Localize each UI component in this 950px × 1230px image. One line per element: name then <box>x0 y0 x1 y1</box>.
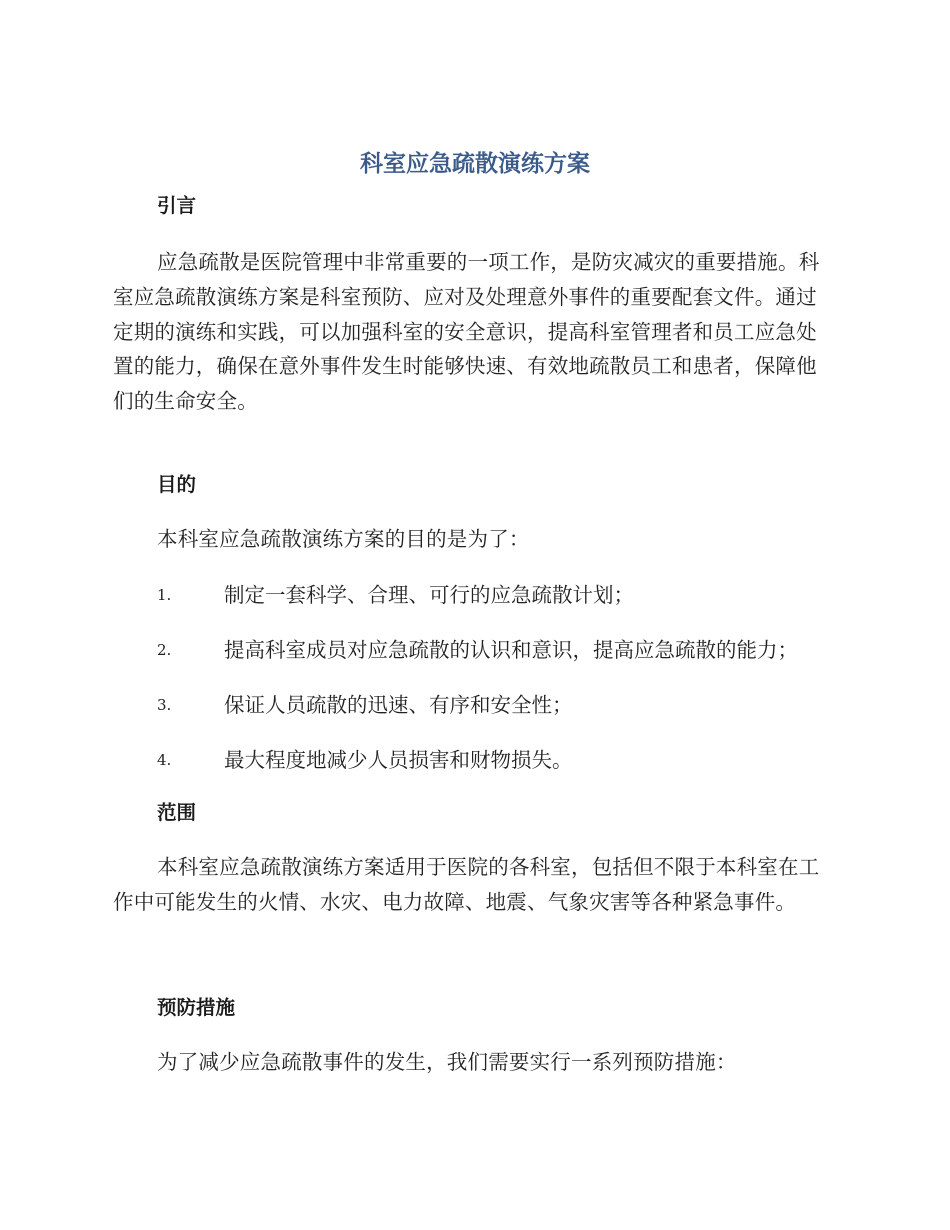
purpose-intro-paragraph: 本科室应急疏散演练方案的目的是为了： <box>157 527 530 551</box>
list-item-number: 3. <box>157 696 172 714</box>
list-item-text: 保证人员疏散的迅速、有序和安全性； <box>224 693 573 717</box>
section-heading-purpose: 目的 <box>157 473 197 496</box>
list-item <box>157 743 847 777</box>
document-title: 科室应急疏散演练方案 <box>360 151 590 177</box>
list-item-number: 2. <box>157 641 172 659</box>
list-item-text: 制定一套科学、合理、可行的应急疏散计划； <box>224 583 634 607</box>
list-item-text: 提高科室成员对应急疏散的认识和意识，提高应急疏散的能力； <box>224 638 798 662</box>
scope-paragraph: 本科室应急疏散演练方案适用于医院的各科室，包括但不限于本科室在工作中可能发生的火情、水灾、电力故障、地震、气象灾害等各种紧急事件。 <box>113 855 820 914</box>
section-heading-prevention: 预防措施 <box>157 996 236 1019</box>
introduction-paragraph: 应急疏散是医院管理中非常重要的一项工作，是防灾减灾的重要措施。科室应急疏散演练方案是科室预防、应对及处理意外事件的重要配套文件。通过定期的演练和实践，可以加强科室的安全意识，提高科室管理者和员工应急处置的能力，确保在意外事件发生时能够快速、有效地疏散员工和患者，保障他们的生命安全。 <box>113 250 820 414</box>
section-heading-scope: 范围 <box>157 801 197 824</box>
section-heading-introduction: 引言 <box>157 194 197 217</box>
list-item <box>157 633 847 667</box>
list-item <box>157 688 847 722</box>
prevention-intro-paragraph: 为了减少应急疏散事件的发生，我们需要实行一系列预防措施： <box>157 1050 737 1074</box>
list-item-number: 1. <box>157 586 172 604</box>
list-item-number: 4. <box>157 751 172 769</box>
list-item-text: 最大程度地减少人员损害和财物损失。 <box>224 748 573 772</box>
list-item <box>157 578 847 612</box>
